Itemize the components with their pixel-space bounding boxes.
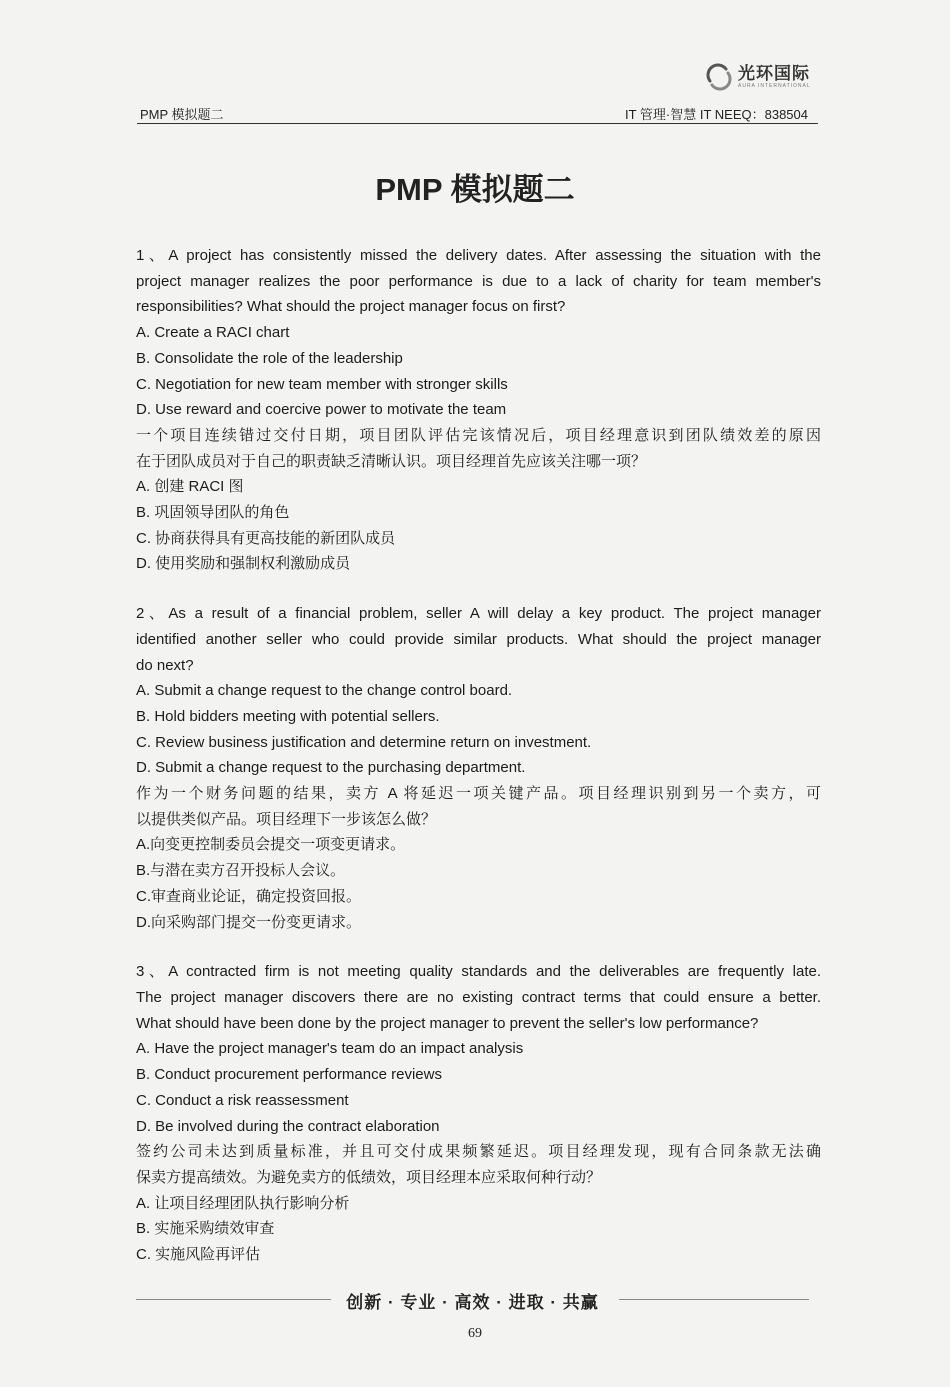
option-a-cn: A.向变更控制委员会提交一项变更请求。 (136, 836, 406, 854)
question-text-line: 1、A project has consistently missed the delivery dates. After assessing the situation with the (136, 247, 821, 264)
option-a-cn: A. 让项目经理团队执行影响分析 (136, 1194, 350, 1212)
option-a-en: A. Create a RACI chart (136, 324, 290, 342)
option-d-en: D. Submit a change request to the purchasing department. (136, 759, 526, 777)
option-c-en: C. Negotiation for new team member with stronger skills (136, 375, 508, 393)
option-a-cn: A. 创建 RACI 图 (136, 478, 244, 496)
question-text-cn-line: 一个项目连续错过交付日期，项目团队评估完该情况后，项目经理意识到团队绩效差的原因 (136, 426, 821, 444)
option-d-en: D. Use reward and coercive power to motivate the team (136, 401, 507, 419)
question-text-line: What should have been done by the project manager to prevent the seller's low performance? (136, 1014, 759, 1032)
question-text-line: do next? (136, 656, 194, 674)
question-text-line: responsibilities? What should the project manager focus on first? (136, 298, 566, 316)
option-d-cn: D. 使用奖励和强制权利激励成员 (136, 555, 351, 573)
option-a-en: A. Have the project manager's team do an impact analysis (136, 1040, 524, 1058)
option-c-cn: C. 实施风险再评估 (136, 1246, 261, 1264)
question-3 (136, 959, 821, 1267)
option-c-cn: C. 协商获得具有更高技能的新团队成员 (136, 529, 396, 547)
option-b-en: B. Consolidate the role of the leadership (136, 349, 403, 367)
question-text-cn-line: 签约公司未达到质量标准，并且可交付成果频繁延迟。项目经理发现，现有合同条款无法确 (136, 1143, 821, 1161)
question-text-line: 2、As a result of a financial problem, seller A will delay a key product. The project manager (136, 605, 821, 623)
header-doc-title: PMP 模拟题二 (140, 107, 224, 122)
question-text-line: The project manager discovers there are no existing contract terms that could ensure a better. (136, 988, 821, 1006)
footer-rule-right (619, 1299, 809, 1300)
option-b-en: B. Hold bidders meeting with potential sellers. (136, 707, 440, 725)
option-d-cn: D.向采购部门提交一份变更请求。 (136, 913, 362, 931)
logo-subtext: AURA INTERNATIONAL (738, 82, 811, 89)
option-c-en: C. Conduct a risk reassessment (136, 1091, 349, 1109)
brand-logo (704, 62, 811, 92)
option-b-cn: B. 巩固领导团队的角色 (136, 504, 290, 522)
option-c-en: C. Review business justification and determine return on investment. (136, 733, 592, 751)
page-number: 69 (468, 1326, 482, 1341)
option-c-cn: C.审查商业论证，确定投资回报。 (136, 887, 362, 905)
question-text-line: 3、A contracted firm is not meeting quality standards and the deliverables are frequently late. (136, 963, 821, 981)
question-text-line: project manager realizes the poor performance is due to a lack of charity for team member's (136, 272, 821, 290)
question-2 (136, 601, 821, 935)
question-text-cn-line: 以提供类似产品。项目经理下一步该怎么做？ (136, 810, 437, 828)
question-1 (136, 243, 821, 577)
option-b-en: B. Conduct procurement performance reviews (136, 1066, 442, 1084)
question-list (136, 243, 821, 1268)
question-text-cn-line: 保卖方提高绩效。为避免卖方的低绩效，项目经理本应采取何种行动？ (136, 1168, 602, 1186)
option-b-cn: B. 实施采购绩效审查 (136, 1220, 275, 1238)
aura-logo-icon (704, 62, 734, 92)
page-title: PMP 模拟题二 (375, 172, 575, 207)
option-a-en: A. Submit a change request to the change control board. (136, 682, 513, 700)
logo-text: 光环国际 (738, 63, 810, 83)
footer-slogan: 创新 · 专业 · 高效 · 进取 · 共赢 (346, 1293, 599, 1312)
question-text-line: identified another seller who could provide similar products. What should the project manager (136, 630, 821, 648)
option-d-en: D. Be involved during the contract elaboration (136, 1117, 440, 1135)
option-b-cn: B.与潜在卖方召开投标人会议。 (136, 862, 346, 880)
header-company-info: IT 管理·智慧 IT NEEQ：838504 (624, 107, 808, 122)
footer (136, 1288, 809, 1310)
question-text-cn-line: 作为一个财务问题的结果，卖方 A 将延迟一项关键产品。项目经理识别到另一个卖方，可 (136, 785, 821, 803)
header-divider (137, 123, 818, 124)
question-text-cn-line: 在于团队成员对于自己的职责缺乏清晰认识。项目经理首先应该关注哪一项？ (136, 452, 647, 470)
